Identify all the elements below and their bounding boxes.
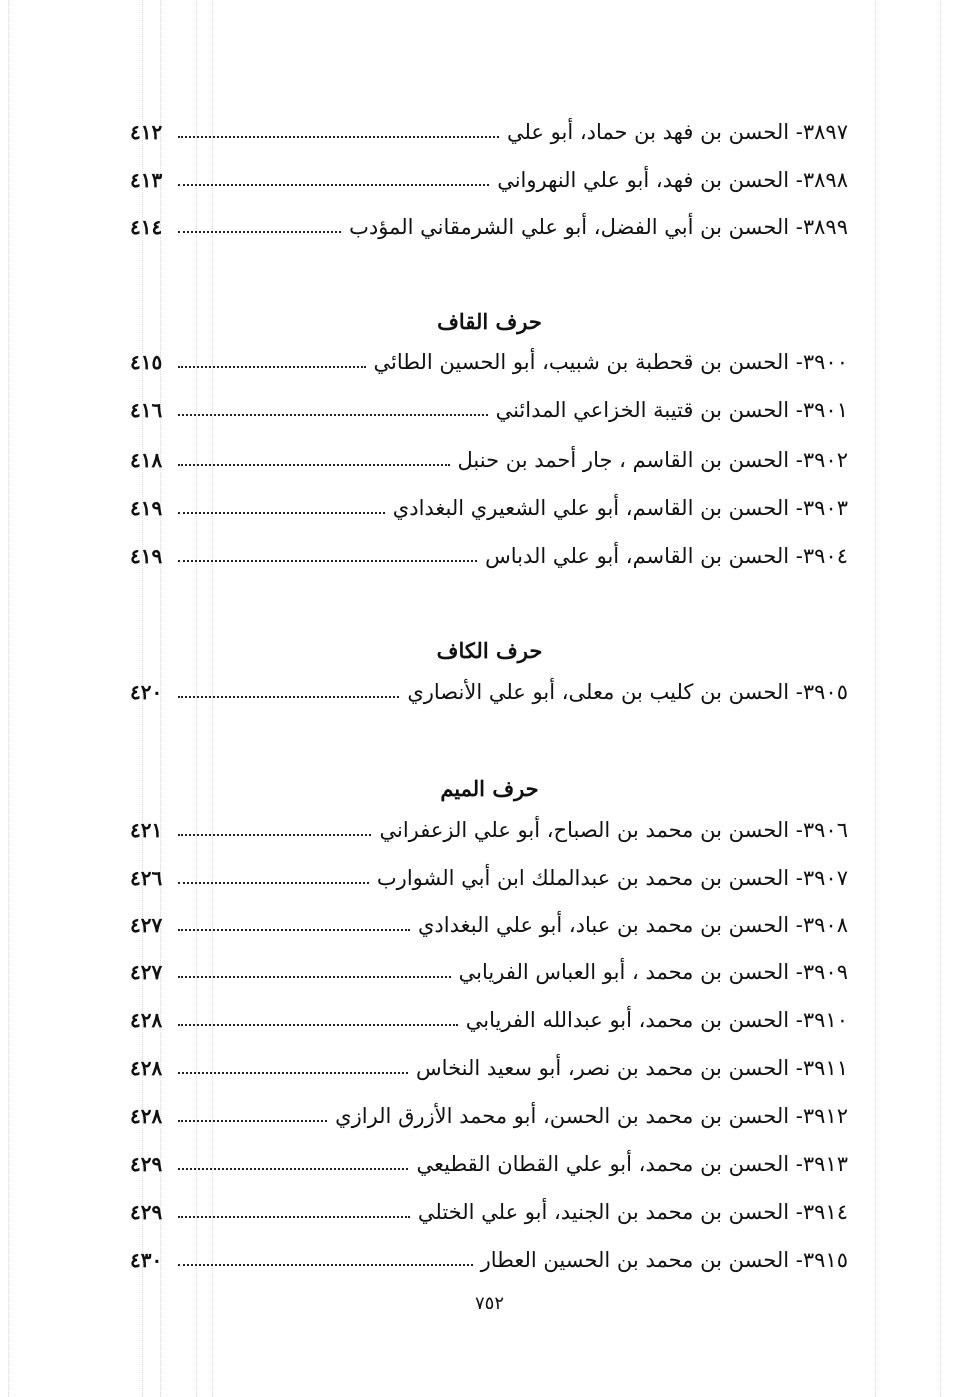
dot-leader	[178, 1120, 327, 1122]
index-entry	[130, 1046, 848, 1090]
dot-leader	[178, 1216, 410, 1218]
index-entry	[130, 438, 848, 482]
entry-text: ٣٩٠٢- الحسن بن القاسم ، جار أحمد بن حنبل	[457, 448, 848, 472]
index-entry	[130, 1142, 848, 1186]
section-heading: حرف الميم	[440, 776, 539, 801]
index-entry	[130, 388, 848, 432]
page-number: ٧٥٢	[474, 1293, 504, 1314]
entry-text: ٣٩٠٨- الحسن بن محمد بن عباد، أبو علي البغدادي	[417, 913, 848, 937]
index-entry	[130, 205, 848, 249]
dot-leader	[178, 1072, 408, 1074]
entry-text: ٣٩٠٧- الحسن بن محمد بن عبدالملك ابن أبي الشوارب	[376, 866, 848, 890]
index-entry	[130, 534, 848, 578]
entry-page-number: ٤١٢	[130, 120, 163, 144]
scan-artifact-line	[875, 0, 876, 1397]
dot-leader	[178, 1264, 473, 1266]
entry-page-number: ٤٢٨	[130, 1008, 163, 1032]
dot-leader	[178, 929, 410, 931]
entry-text: ٣٩٠٠- الحسن بن قحطبة بن شبيب، أبو الحسين الطائي	[373, 350, 848, 374]
index-entry	[130, 903, 848, 947]
entry-page-number: ٤١٥	[130, 350, 163, 374]
entry-text: ٣٩٠٣- الحسن بن القاسم، أبو علي الشعيري البغدادي	[392, 496, 848, 520]
index-entry	[130, 110, 848, 154]
dot-leader	[178, 136, 499, 138]
dot-leader	[178, 231, 341, 233]
index-entry	[130, 950, 848, 994]
entry-text: ٣٩٠٦- الحسن بن محمد بن الصباح، أبو علي الزعفراني	[379, 818, 848, 842]
entry-text: ٣٩١٤- الحسن بن محمد بن الجنيد، أبو علي الختلي	[417, 1200, 848, 1224]
entry-page-number: ٤١٩	[130, 544, 163, 568]
dot-leader	[178, 184, 489, 186]
entry-text: ٣٩١٣- الحسن بن محمد، أبو علي القطان القطيعي	[416, 1152, 848, 1176]
entry-text: ٣٨٩٨- الحسن بن فهد، أبو علي النهرواني	[497, 168, 848, 192]
entry-page-number: ٤١٩	[130, 496, 163, 520]
entry-text: ٣٩٠٤- الحسن بن القاسم، أبو علي الدباس	[485, 544, 848, 568]
dot-leader	[178, 976, 451, 978]
entry-text: ٣٩٠٩- الحسن بن محمد ، أبو العباس الفريابي	[458, 960, 848, 984]
index-entry	[130, 670, 848, 714]
scan-artifact-line	[8, 0, 9, 1397]
dot-leader	[178, 414, 488, 416]
entry-page-number: ٤٢٧	[130, 960, 163, 984]
index-entry	[130, 340, 848, 384]
entry-text: ٣٩١٥- الحسن بن محمد بن الحسين العطار	[480, 1248, 848, 1272]
dot-leader	[178, 882, 369, 884]
index-entry	[130, 1238, 848, 1282]
index-entry	[130, 486, 848, 530]
index-entry	[130, 808, 848, 852]
entry-page-number: ٤٢٨	[130, 1056, 163, 1080]
entry-page-number: ٤٢٩	[130, 1152, 163, 1176]
entry-text: ٣٩١٠- الحسن بن محمد، أبو عبدالله الفريابي	[465, 1008, 848, 1032]
entry-page-number: ٤١٨	[130, 448, 163, 472]
dot-leader	[178, 366, 366, 368]
index-entry	[130, 158, 848, 202]
entry-text: ٣٨٩٧- الحسن بن فهد بن حماد، أبو علي	[506, 120, 848, 144]
entry-page-number: ٤٢١	[130, 818, 163, 842]
dot-leader	[178, 512, 385, 514]
entry-text: ٣٩١١- الحسن بن محمد بن نصر، أبو سعيد النخاس	[416, 1056, 848, 1080]
dot-leader	[178, 834, 371, 836]
entry-page-number: ٤٢٠	[130, 680, 163, 704]
section-heading: حرف القاف	[437, 309, 542, 334]
entry-page-number: ٤٢٦	[130, 866, 163, 890]
index-entry	[130, 1094, 848, 1138]
index-entry	[130, 1190, 848, 1234]
dot-leader	[178, 1024, 458, 1026]
index-entry	[130, 998, 848, 1042]
entry-text: ٣٩١٢- الحسن بن محمد بن الحسن، أبو محمد الأزرق الرازي	[335, 1104, 848, 1128]
entry-page-number: ٤٢٧	[130, 913, 163, 937]
scan-artifact-line	[940, 0, 941, 1397]
entry-page-number: ٤٢٨	[130, 1104, 163, 1128]
entry-page-number: ٤١٤	[130, 215, 163, 239]
entry-text: ٣٨٩٩- الحسن بن أبي الفضل، أبو علي الشرمقاني المؤدب	[349, 215, 848, 239]
entry-page-number: ٤١٣	[130, 168, 163, 192]
entry-page-number: ٤٢٩	[130, 1200, 163, 1224]
dot-leader	[178, 696, 399, 698]
dot-leader	[178, 464, 450, 466]
entry-page-number: ٤٣٠	[130, 1248, 163, 1272]
section-heading: حرف الكاف	[436, 638, 543, 663]
entry-page-number: ٤١٦	[130, 398, 163, 422]
dot-leader	[178, 560, 477, 562]
entry-text: ٣٩٠٥- الحسن بن كليب بن معلى، أبو علي الأنصاري	[407, 680, 848, 704]
index-entry	[130, 856, 848, 900]
entry-text: ٣٩٠١- الحسن بن قتيبة الخزاعي المدائني	[495, 398, 848, 422]
dot-leader	[178, 1168, 408, 1170]
